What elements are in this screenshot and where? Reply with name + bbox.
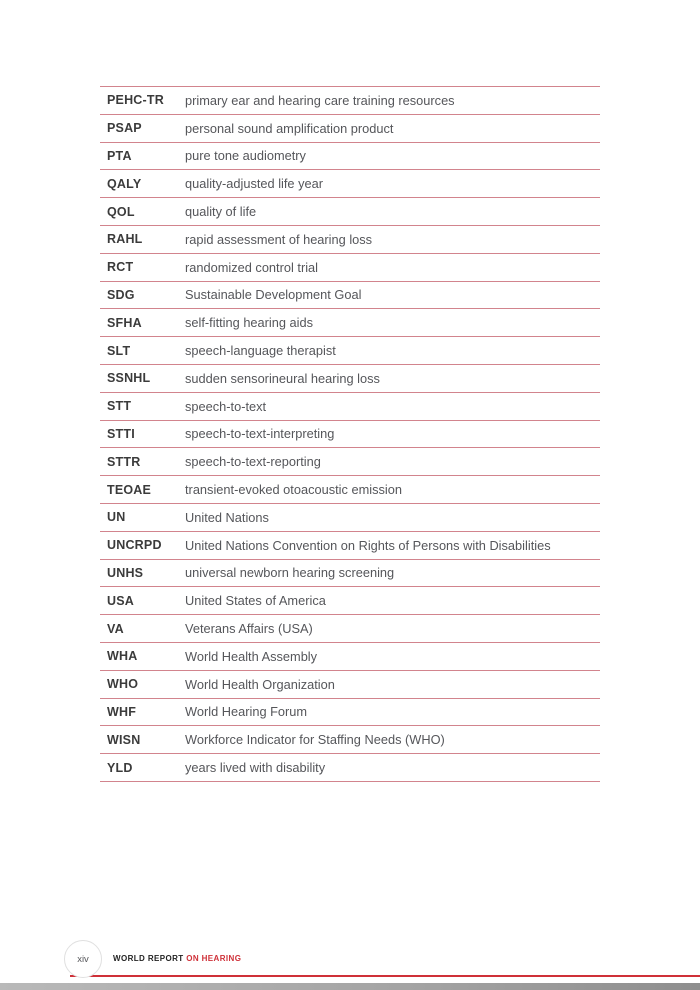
abbreviation-cell: SSNHL	[107, 371, 151, 386]
abbreviation-cell: VA	[107, 621, 124, 636]
abbreviation-cell: RCT	[107, 260, 134, 275]
abbreviation-cell: PEHC-TR	[107, 93, 164, 108]
definition-cell: personal sound amplification product	[185, 120, 394, 136]
definition-cell: speech-to-text-interpreting	[185, 426, 335, 442]
abbreviation-cell: WHF	[107, 704, 137, 719]
table-row	[100, 114, 600, 142]
definition-cell: Sustainable Development Goal	[185, 287, 362, 303]
definition-cell: United Nations Convention on Rights of Persons with Disabilities	[185, 537, 551, 553]
definition-cell: World Health Assembly	[185, 648, 318, 664]
page-number-badge	[64, 940, 102, 978]
footer-red-rule	[70, 975, 700, 977]
definition-cell: United States of America	[185, 593, 326, 609]
definition-cell: primary ear and hearing care training resources	[185, 92, 455, 108]
table-row	[100, 698, 600, 726]
table-row	[100, 364, 600, 392]
abbreviation-cell: RAHL	[107, 232, 143, 247]
table-row	[100, 670, 600, 698]
definition-cell: World Hearing Forum	[185, 704, 308, 720]
definition-cell: rapid assessment of hearing loss	[185, 231, 373, 247]
table-row	[100, 225, 600, 253]
abbreviation-cell: UN	[107, 510, 126, 525]
definition-cell: transient-evoked otoacoustic emission	[185, 482, 402, 498]
table-row	[100, 281, 600, 309]
table-row	[100, 559, 600, 587]
abbreviation-cell: STTR	[107, 454, 141, 469]
definition-cell: pure tone audiometry	[185, 148, 306, 164]
abbreviation-cell: UNHS	[107, 565, 144, 580]
definition-cell: speech-to-text	[185, 398, 267, 414]
abbreviation-cell: STT	[107, 399, 132, 414]
table-row	[100, 725, 600, 753]
abbreviations-table	[100, 86, 600, 782]
abbreviation-cell: WISN	[107, 732, 141, 747]
definition-cell: speech-to-text-reporting	[185, 454, 321, 470]
abbreviation-cell: YLD	[107, 760, 133, 775]
table-row	[100, 475, 600, 503]
table-row	[100, 447, 600, 475]
abbreviation-cell: QOL	[107, 204, 135, 219]
definition-cell: universal newborn hearing screening	[185, 565, 395, 581]
abbreviation-cell: USA	[107, 593, 134, 608]
abbreviation-cell: QALY	[107, 176, 142, 191]
abbreviation-cell: UNCRPD	[107, 538, 162, 553]
definition-cell: self-fitting hearing aids	[185, 315, 314, 331]
table-row	[100, 642, 600, 670]
definition-cell: quality of life	[185, 204, 257, 220]
abbreviation-cell: STTI	[107, 426, 135, 441]
table-row	[100, 336, 600, 364]
abbreviation-cell: WHO	[107, 677, 139, 692]
table-row	[100, 169, 600, 197]
table-row	[100, 308, 600, 336]
footer-report-title	[113, 954, 241, 963]
abbreviation-cell: TEOAE	[107, 482, 152, 497]
page-bottom-edge	[0, 983, 700, 990]
table-row	[100, 531, 600, 559]
definition-cell: years lived with disability	[185, 760, 326, 776]
definition-cell: randomized control trial	[185, 259, 319, 275]
abbreviation-cell: PSAP	[107, 121, 142, 136]
table-row	[100, 86, 600, 114]
definition-cell: speech-language therapist	[185, 343, 336, 359]
table-row	[100, 503, 600, 531]
table-row	[100, 253, 600, 281]
page-number: xiv	[77, 953, 89, 965]
table-row	[100, 392, 600, 420]
abbreviation-cell: SFHA	[107, 315, 142, 330]
abbreviation-cell: SDG	[107, 287, 135, 302]
footer-title-accent: ON HEARING	[186, 953, 242, 963]
definition-cell: Workforce Indicator for Staffing Needs (WHO)	[185, 732, 445, 748]
table-row	[100, 142, 600, 170]
abbreviation-cell: SLT	[107, 343, 131, 358]
table-row	[100, 753, 600, 781]
abbreviation-cell: WHA	[107, 649, 138, 664]
table-row	[100, 420, 600, 448]
definition-cell: World Health Organization	[185, 676, 335, 692]
abbreviation-cell: PTA	[107, 148, 132, 163]
footer-title-primary: WORLD REPORT	[113, 953, 184, 963]
table-row	[100, 614, 600, 642]
definition-cell: quality-adjusted life year	[185, 176, 323, 192]
table-row	[100, 197, 600, 225]
definition-cell: Veterans Affairs (USA)	[185, 621, 313, 637]
definition-cell: sudden sensorineural hearing loss	[185, 370, 380, 386]
definition-cell: United Nations	[185, 509, 269, 525]
table-row	[100, 586, 600, 614]
